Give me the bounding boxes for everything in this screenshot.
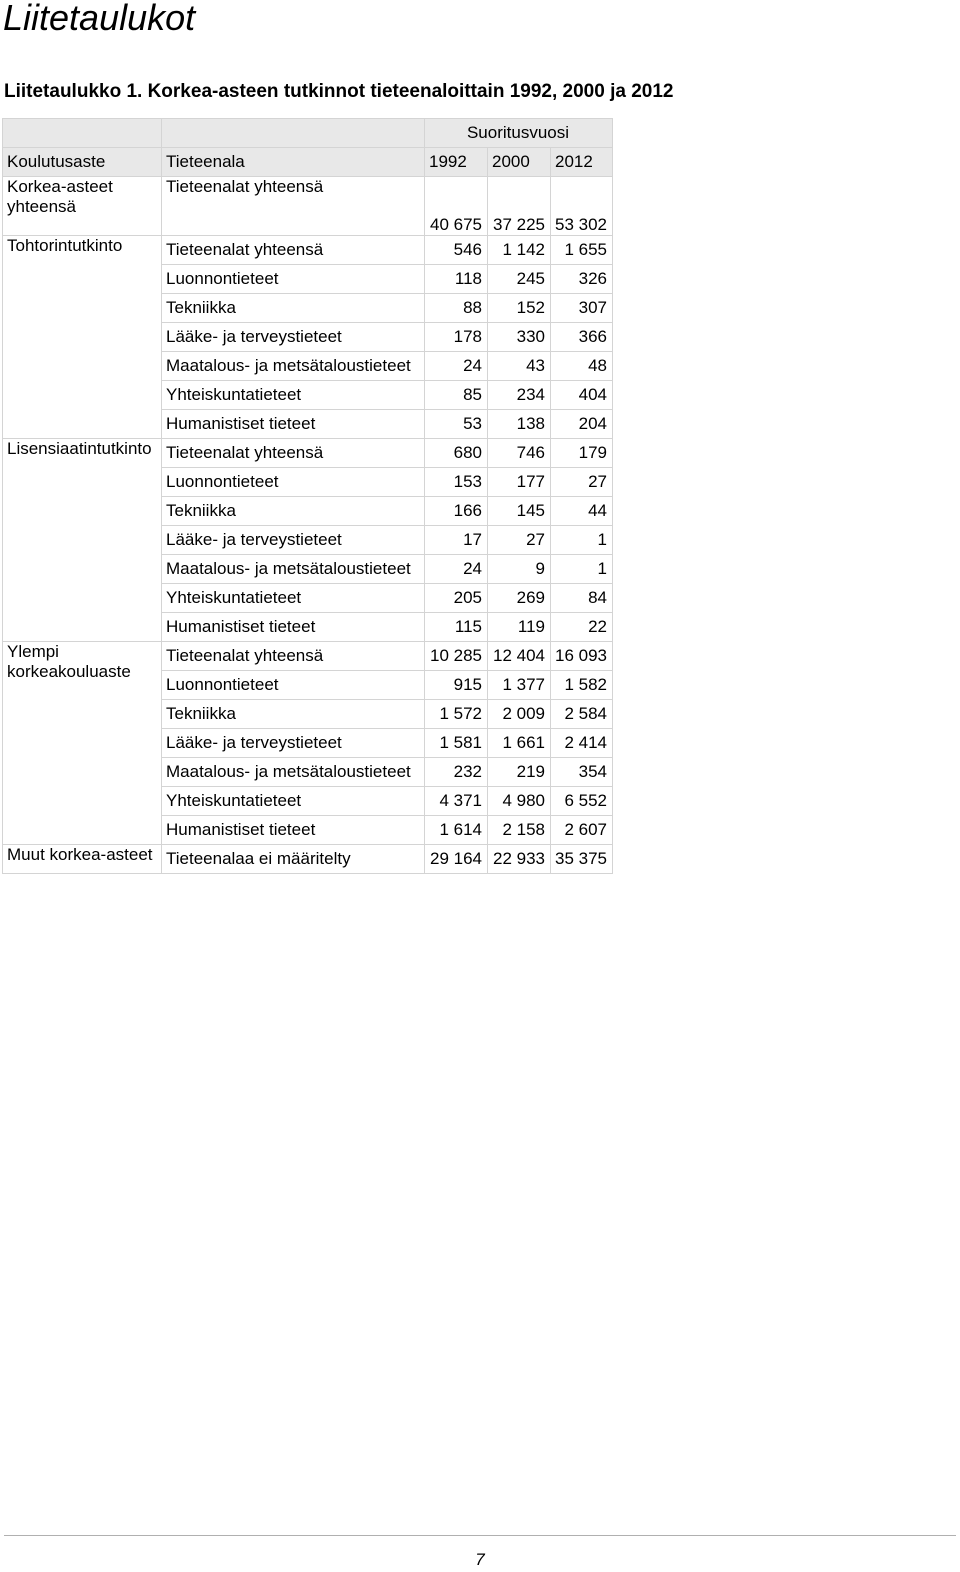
level-cell: Ylempi korkeakouluaste — [3, 642, 162, 845]
field-cell: Humanistiset tieteet — [162, 410, 425, 439]
value-cell-1992: 915 — [425, 671, 488, 700]
value-cell-2012: 354 — [551, 758, 613, 787]
table-row — [3, 845, 613, 874]
value-cell-2000: 269 — [488, 584, 551, 613]
table-row — [3, 439, 613, 468]
value-cell-1992: 1 614 — [425, 816, 488, 845]
table-caption: Liitetaulukko 1. Korkea-asteen tutkinnot tieteenaloittain 1992, 2000 ja 2012 — [4, 81, 674, 102]
value-cell-2000: 1 661 — [488, 729, 551, 758]
table-row — [3, 177, 613, 236]
field-cell: Yhteiskuntatieteet — [162, 787, 425, 816]
value-cell-1992: 10 285 — [425, 642, 488, 671]
value-cell-1992: 1 572 — [425, 700, 488, 729]
value-cell-1992: 40 675 — [425, 177, 488, 236]
value-cell-2012: 326 — [551, 265, 613, 294]
value-cell-1992: 118 — [425, 265, 488, 294]
value-cell-1992: 115 — [425, 613, 488, 642]
field-cell: Luonnontieteet — [162, 468, 425, 497]
value-cell-2000: 119 — [488, 613, 551, 642]
value-cell-2012: 1 — [551, 555, 613, 584]
value-cell-1992: 205 — [425, 584, 488, 613]
value-cell-2012: 1 582 — [551, 671, 613, 700]
value-cell-1992: 1 581 — [425, 729, 488, 758]
value-cell-2000: 27 — [488, 526, 551, 555]
value-cell-2000: 37 225 — [488, 177, 551, 236]
value-cell-1992: 88 — [425, 294, 488, 323]
value-cell-1992: 53 — [425, 410, 488, 439]
field-cell: Tieteenalat yhteensä — [162, 236, 425, 265]
value-cell-2000: 43 — [488, 352, 551, 381]
field-cell: Tieteenalat yhteensä — [162, 439, 425, 468]
tieteenala-header: Tieteenala — [162, 148, 425, 177]
degrees-table — [2, 118, 613, 874]
value-cell-2012: 6 552 — [551, 787, 613, 816]
group-header-row — [3, 119, 613, 148]
field-cell: Tieteenalat yhteensä — [162, 642, 425, 671]
table-row — [3, 236, 613, 265]
field-cell: Yhteiskuntatieteet — [162, 584, 425, 613]
field-cell: Maatalous- ja metsätaloustieteet — [162, 758, 425, 787]
value-cell-1992: 17 — [425, 526, 488, 555]
value-cell-2012: 16 093 — [551, 642, 613, 671]
field-cell: Tieteenalaa ei määritelty — [162, 845, 425, 874]
value-cell-2000: 138 — [488, 410, 551, 439]
document-title: Liitetaulukot — [3, 0, 196, 38]
field-cell: Lääke- ja terveystieteet — [162, 729, 425, 758]
value-cell-2000: 1 377 — [488, 671, 551, 700]
value-cell-2012: 22 — [551, 613, 613, 642]
value-cell-2000: 12 404 — [488, 642, 551, 671]
field-cell: Tekniikka — [162, 294, 425, 323]
field-cell: Lääke- ja terveystieteet — [162, 526, 425, 555]
value-cell-2000: 245 — [488, 265, 551, 294]
value-cell-1992: 546 — [425, 236, 488, 265]
koulutusaste-header: Koulutusaste — [3, 148, 162, 177]
value-cell-2012: 204 — [551, 410, 613, 439]
value-cell-1992: 178 — [425, 323, 488, 352]
value-cell-2012: 1 — [551, 526, 613, 555]
value-cell-2000: 145 — [488, 497, 551, 526]
field-cell: Yhteiskuntatieteet — [162, 381, 425, 410]
value-cell-2000: 1 142 — [488, 236, 551, 265]
year-header-2012: 2012 — [551, 148, 613, 177]
field-cell: Humanistiset tieteet — [162, 613, 425, 642]
value-cell-2000: 219 — [488, 758, 551, 787]
suoritusvuosi-header: Suoritusvuosi — [425, 119, 613, 148]
value-cell-2012: 44 — [551, 497, 613, 526]
value-cell-2000: 22 933 — [488, 845, 551, 874]
value-cell-2000: 746 — [488, 439, 551, 468]
value-cell-1992: 85 — [425, 381, 488, 410]
header-empty-cell — [162, 119, 425, 148]
value-cell-1992: 166 — [425, 497, 488, 526]
value-cell-2000: 177 — [488, 468, 551, 497]
field-cell: Luonnontieteet — [162, 265, 425, 294]
level-cell: Korkea-asteet yhteensä — [3, 177, 162, 236]
value-cell-2000: 234 — [488, 381, 551, 410]
value-cell-2000: 9 — [488, 555, 551, 584]
value-cell-2012: 2 584 — [551, 700, 613, 729]
value-cell-2012: 404 — [551, 381, 613, 410]
value-cell-1992: 24 — [425, 555, 488, 584]
year-header-2000: 2000 — [488, 148, 551, 177]
value-cell-2000: 330 — [488, 323, 551, 352]
column-header-row — [3, 148, 613, 177]
value-cell-2012: 27 — [551, 468, 613, 497]
field-cell: Lääke- ja terveystieteet — [162, 323, 425, 352]
value-cell-1992: 24 — [425, 352, 488, 381]
value-cell-2012: 307 — [551, 294, 613, 323]
value-cell-2012: 2 607 — [551, 816, 613, 845]
value-cell-2012: 366 — [551, 323, 613, 352]
value-cell-1992: 4 371 — [425, 787, 488, 816]
value-cell-2012: 84 — [551, 584, 613, 613]
value-cell-1992: 29 164 — [425, 845, 488, 874]
value-cell-2000: 4 980 — [488, 787, 551, 816]
field-cell: Luonnontieteet — [162, 671, 425, 700]
value-cell-2000: 2 158 — [488, 816, 551, 845]
level-cell: Lisensiaatintutkinto — [3, 439, 162, 642]
value-cell-2012: 35 375 — [551, 845, 613, 874]
value-cell-2000: 2 009 — [488, 700, 551, 729]
value-cell-2012: 48 — [551, 352, 613, 381]
value-cell-2012: 2 414 — [551, 729, 613, 758]
field-cell: Humanistiset tieteet — [162, 816, 425, 845]
field-cell: Tekniikka — [162, 497, 425, 526]
value-cell-2012: 1 655 — [551, 236, 613, 265]
value-cell-1992: 153 — [425, 468, 488, 497]
field-cell: Maatalous- ja metsätaloustieteet — [162, 352, 425, 381]
field-cell: Tekniikka — [162, 700, 425, 729]
level-cell: Tohtorintutkinto — [3, 236, 162, 439]
table-row — [3, 642, 613, 671]
value-cell-2012: 179 — [551, 439, 613, 468]
value-cell-1992: 680 — [425, 439, 488, 468]
field-cell: Maatalous- ja metsätaloustieteet — [162, 555, 425, 584]
page-divider — [4, 1535, 956, 1536]
header-empty-cell — [3, 119, 162, 148]
value-cell-2000: 152 — [488, 294, 551, 323]
value-cell-2012: 53 302 — [551, 177, 613, 236]
year-header-1992: 1992 — [425, 148, 488, 177]
value-cell-1992: 232 — [425, 758, 488, 787]
page-number: 7 — [475, 1550, 485, 1569]
field-cell: Tieteenalat yhteensä — [162, 177, 425, 236]
level-cell: Muut korkea-asteet — [3, 845, 162, 874]
